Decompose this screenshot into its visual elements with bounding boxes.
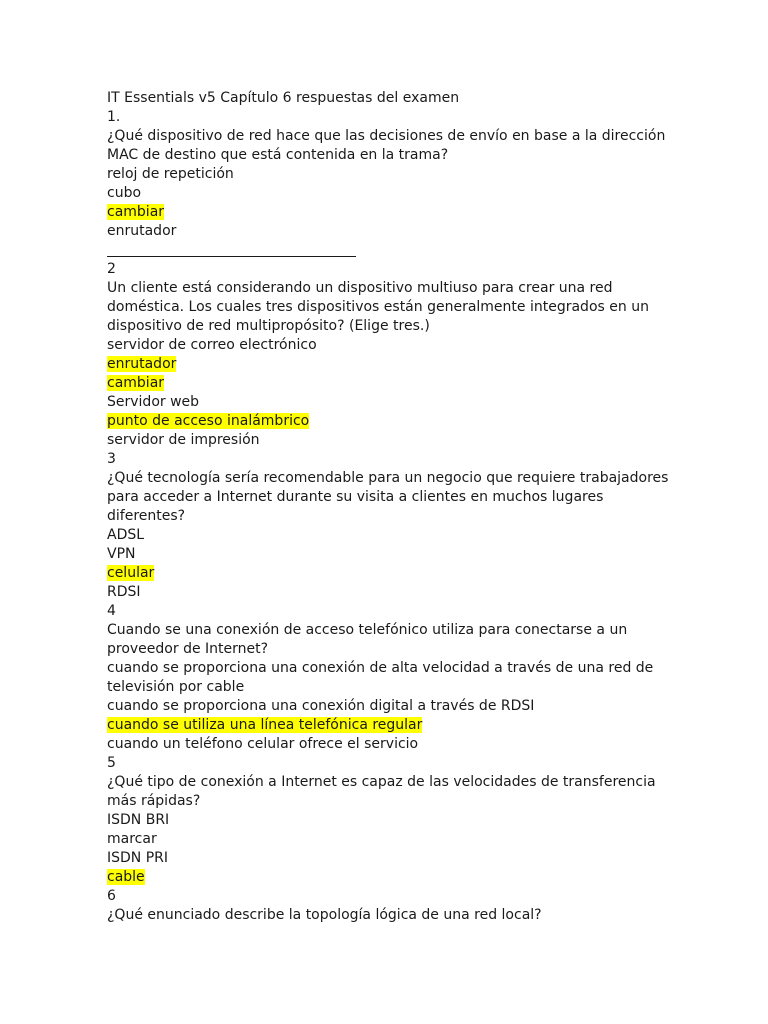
answer-option: cuando se proporciona una conexión de alta velocidad a través de una red de [107, 660, 654, 676]
question-text: ¿Qué dispositivo de red hace que las decisiones de envío en base a la dirección [107, 128, 666, 144]
answer-option: ADSL [107, 527, 145, 543]
answer-option-correct [107, 412, 687, 431]
highlighted-answer: cambiar [107, 204, 165, 220]
document-page [107, 89, 687, 925]
question-number: 5 [107, 755, 116, 771]
question-number: 4 [107, 603, 116, 619]
question-text: para acceder a Internet durante su visita a clientes en muchos lugares [107, 489, 604, 505]
question-text: dispositivo de red multipropósito? (Elige tres.) [107, 318, 430, 334]
question-text: más rápidas? [107, 793, 201, 809]
highlighted-answer: celular [107, 565, 155, 581]
question-text: doméstica. Los cuales tres dispositivos están generalmente integrados en un [107, 299, 649, 315]
answer-option: ISDN PRI [107, 850, 169, 866]
answer-option: ISDN BRI [107, 812, 170, 828]
answer-option-continuation: televisión por cable [107, 679, 245, 695]
highlighted-answer: enrutador [107, 356, 177, 372]
answer-option: VPN [107, 546, 136, 562]
highlighted-answer: cambiar [107, 375, 165, 391]
answer-option: RDSI [107, 584, 141, 600]
highlighted-answer: punto de acceso inalámbrico [107, 413, 310, 429]
question-number: 1. [107, 109, 121, 125]
answer-option: reloj de repetición [107, 166, 234, 182]
answer-option-correct [107, 374, 687, 393]
answer-option-correct [107, 203, 687, 222]
question-text: ¿Qué enunciado describe la topología lógica de una red local? [107, 907, 542, 923]
answer-option: Servidor web [107, 394, 200, 410]
question-text: Un cliente está considerando un dispositivo multiuso para crear una red [107, 280, 613, 296]
separator-rule [107, 241, 687, 260]
question-text: Cuando se una conexión de acceso telefónico utiliza para conectarse a un [107, 622, 628, 638]
highlighted-answer: cable [107, 869, 145, 885]
question-number: 6 [107, 888, 116, 904]
answer-option: enrutador [107, 223, 177, 239]
answer-option: servidor de correo electrónico [107, 337, 317, 353]
answer-option-correct [107, 716, 687, 735]
document-title: IT Essentials v5 Capítulo 6 respuestas del examen [107, 90, 460, 106]
answer-option: cuando un teléfono celular ofrece el servicio [107, 736, 419, 752]
question-text: MAC de destino que está contenida en la trama? [107, 147, 449, 163]
question-number: 2 [107, 261, 116, 277]
answer-option-correct [107, 355, 687, 374]
answer-option-correct [107, 564, 687, 583]
answer-option: marcar [107, 831, 157, 847]
answer-option-correct [107, 868, 687, 887]
highlighted-answer: cuando se utiliza una línea telefónica regular [107, 717, 423, 733]
question-number: 3 [107, 451, 116, 467]
answer-option: servidor de impresión [107, 432, 260, 448]
answer-option: cubo [107, 185, 142, 201]
question-text: diferentes? [107, 508, 186, 524]
answer-option: cuando se proporciona una conexión digital a través de RDSI [107, 698, 535, 714]
question-text: ¿Qué tipo de conexión a Internet es capaz de las velocidades de transferencia [107, 774, 656, 790]
question-text: proveedor de Internet? [107, 641, 269, 657]
question-text: ¿Qué tecnología sería recomendable para un negocio que requiere trabajadores [107, 470, 669, 486]
